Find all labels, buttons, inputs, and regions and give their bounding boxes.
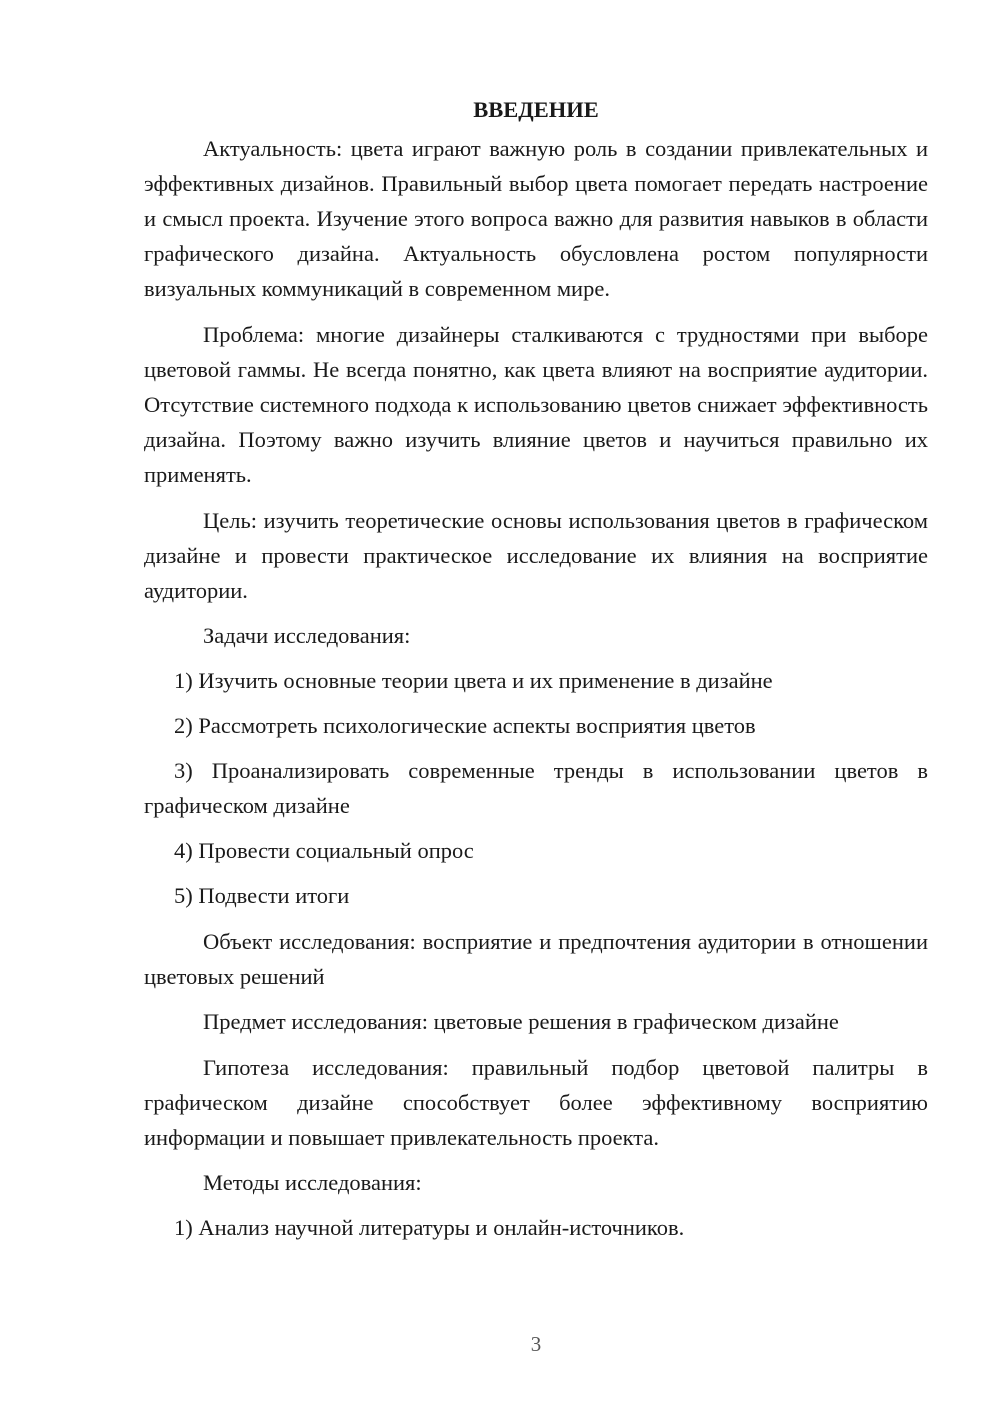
methods-heading: Методы исследования: — [203, 1170, 422, 1195]
list-item: 2) Рассмотреть психологические аспекты восприятия цветов — [174, 713, 756, 738]
list-item: 5) Подвести итоги — [174, 883, 350, 908]
list-item: 1) Анализ научной литературы и онлайн-источников. — [174, 1215, 685, 1240]
list-item: 3) Проанализировать современные тренды в использовании цветов в графическом дизайне — [144, 758, 928, 818]
problem-paragraph: Проблема: многие дизайнеры сталкиваются с трудностями при выборе цветовой гаммы. Не всегда понятно, как цвета влияют на восприятие аудитории. Отсутствие системного подхода к использованию цветов снижает эффективность дизайна. Поэтому важно изучить влияние цветов и научиться правильно их применять. — [144, 322, 928, 487]
object-paragraph: Объект исследования: восприятие и предпочтения аудитории в отношении цветовых решений — [144, 929, 928, 989]
list-item: 1) Изучить основные теории цвета и их применение в дизайне — [174, 668, 773, 693]
goal-paragraph: Цель: изучить теоретические основы использования цветов в графическом дизайне и провести практическое исследование их влияния на восприятие аудитории. — [144, 508, 928, 603]
subject-paragraph: Предмет исследования: цветовые решения в графическом дизайне — [203, 1009, 839, 1034]
relevance-paragraph: Актуальность: цвета играют важную роль в создании привлекательных и эффективных дизайнов. Правильный выбор цвета помогает передать настроение и смысл проекта. Изучение этого вопроса важно для развития навыков в области графического дизайна. Актуальность обусловлена ростом популярности визуальных коммуникаций в современном мире. — [144, 136, 928, 301]
document-page — [144, 92, 928, 1245]
tasks-list — [144, 663, 928, 913]
tasks-heading: Задачи исследования: — [203, 623, 411, 648]
page-title: ВВЕДЕНИЕ — [473, 97, 599, 122]
hypothesis-paragraph: Гипотеза исследования: правильный подбор цветовой палитры в графическом дизайне способствует более эффективному восприятию информации и повышает привлекательность проекта. — [144, 1055, 928, 1150]
list-item: 4) Провести социальный опрос — [174, 838, 474, 863]
methods-list — [144, 1210, 928, 1245]
page-number: 3 — [530, 1332, 542, 1356]
